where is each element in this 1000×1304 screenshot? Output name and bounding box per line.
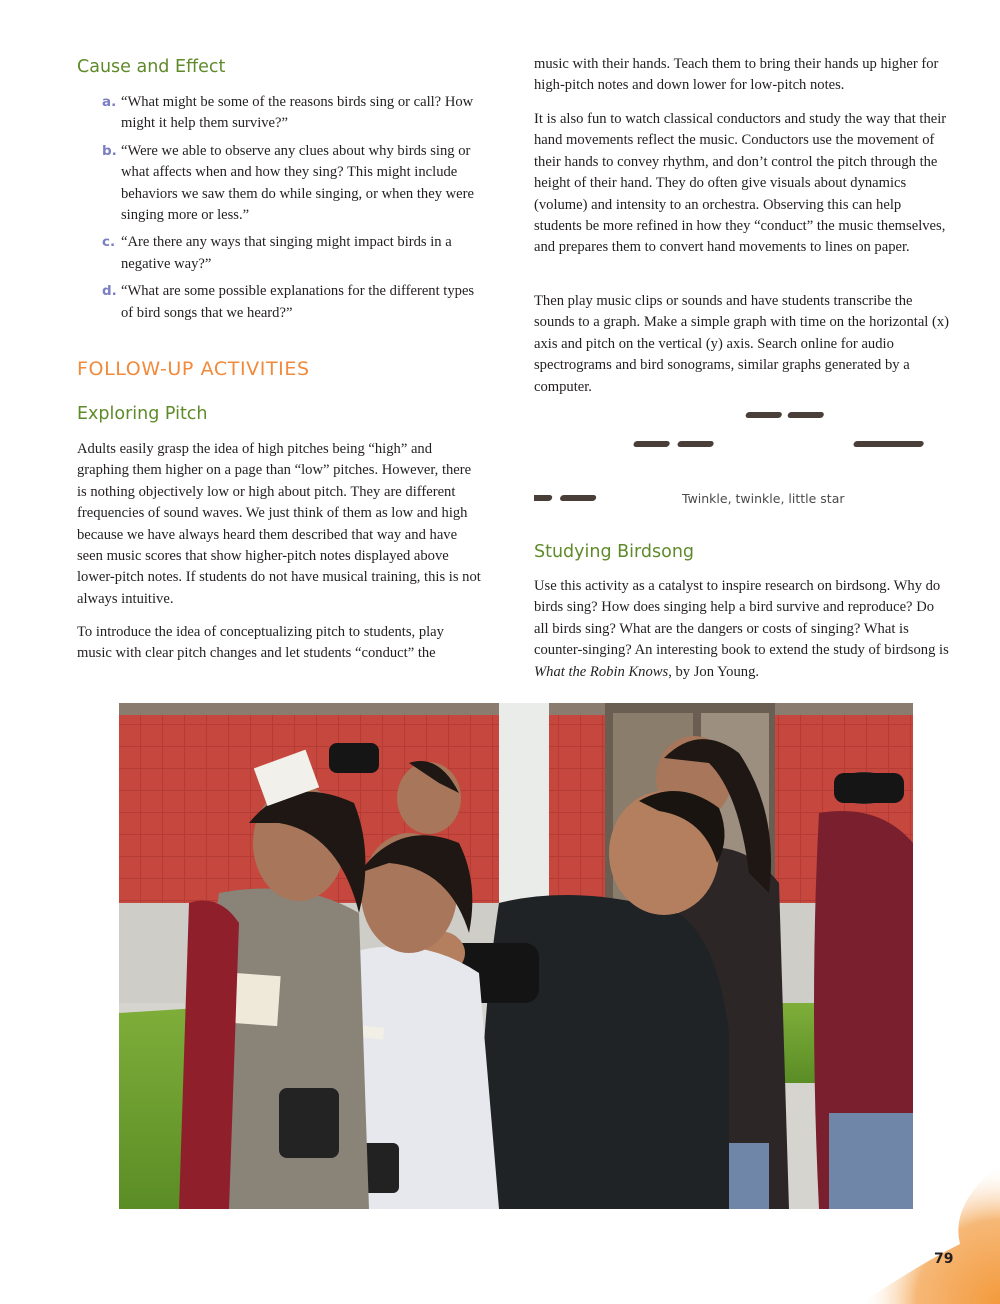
pitch-note-mark xyxy=(853,441,924,447)
conduct-paragraph: music with their hands. Teach them to bring their hands up higher for high-pitch notes and down lower for low-pitch notes. xyxy=(534,56,939,94)
studying-birdsong-heading: Studying Birdsong xyxy=(534,542,695,562)
conductors-paragraph: It is also fun to watch classical conductors and study the way that their hand movements reflect the music. Conductors use the movement of their hands to convey rhythm, and don’t control the pitch through the height of their hand. They do often give visuals about dynamics (volume) and intensity to an orchestra. Observing this can help students be more refined in how they “conduct” the music themselves, and prepares them to convert hand movements to lines on paper. xyxy=(534,111,947,256)
students-birding-photo xyxy=(119,703,913,1209)
list-item xyxy=(77,281,481,324)
page-number: 79 xyxy=(934,1251,954,1267)
list-item xyxy=(77,92,481,135)
pitch-note-mark xyxy=(787,412,824,418)
pitch-note-mark xyxy=(745,412,782,418)
birdsong-text-end: , by Jon Young. xyxy=(668,663,760,680)
exploring-pitch-heading: Exploring Pitch xyxy=(77,404,208,424)
book-title: What the Robin Knows xyxy=(534,663,669,680)
cause-and-effect-heading: Cause and Effect xyxy=(77,57,226,77)
question-text: “What might be some of the reasons birds sing or call? How might it help them survive?” xyxy=(121,94,474,132)
question-text: “What are some possible explanations for the different types of bird songs that we heard?” xyxy=(121,283,475,321)
pitch-note-mark xyxy=(677,441,714,447)
pitch-note-mark xyxy=(633,441,670,447)
list-letter: d. xyxy=(102,283,117,300)
question-list xyxy=(77,92,481,330)
exploring-pitch-paragraph-1: Adults easily grasp the idea of high pitches being “high” and graphing them higher on a page than “low” pitches. However, there is nothing objectively low or high about pitch. They are different frequencies of sound waves. We just think of them as low and high because we have always heard them described that way and have seen music scores that show higher-pitch notes displayed above lower-pitch notes. If students do not have musical training, this is not always intuitive. xyxy=(77,441,481,607)
graph-caption: Twinkle, twinkle, little star xyxy=(682,491,845,506)
list-item xyxy=(77,232,481,275)
list-item xyxy=(77,141,481,227)
studying-birdsong-paragraph xyxy=(534,576,952,683)
pitch-note-mark xyxy=(534,495,553,501)
list-letter: c. xyxy=(102,234,116,251)
transcribe-paragraph: Then play music clips or sounds and have students transcribe the sounds to a graph. Make a simple graph with time on the horizontal (x) axis and pitch on the vertical (y) axis. Search online for audio spectrograms and bird sonograms, similar graphs generated by a computer. xyxy=(534,293,950,395)
list-letter: b. xyxy=(102,142,117,159)
exploring-pitch-paragraph-2: To introduce the idea of conceptualizing pitch to students, play music with clear pitch changes and let students “conduct” the xyxy=(77,624,444,662)
question-text: “Were we able to observe any clues about why birds sing or what affects when and how they sing? This might include behaviors we saw them do while singing, or when they were singing more or less.” xyxy=(121,142,475,224)
follow-up-activities-heading: FOLLOW-UP ACTIVITIES xyxy=(77,358,310,380)
orange-corner-decoration xyxy=(860,1164,1000,1304)
birdsong-text: Use this activity as a catalyst to inspire research on birdsong. Why do birds sing? How does singing help a bird survive and reproduce? Do all birds sing? What are the dangers or costs of singing? What is counter-singing? An interesting book to extend the study of birdsong is xyxy=(534,578,949,659)
list-letter: a. xyxy=(102,94,117,110)
question-text: “Are there any ways that singing might impact birds in a negative way?” xyxy=(121,234,452,272)
pitch-note-mark xyxy=(559,495,596,501)
photo-illustration xyxy=(119,703,913,1209)
